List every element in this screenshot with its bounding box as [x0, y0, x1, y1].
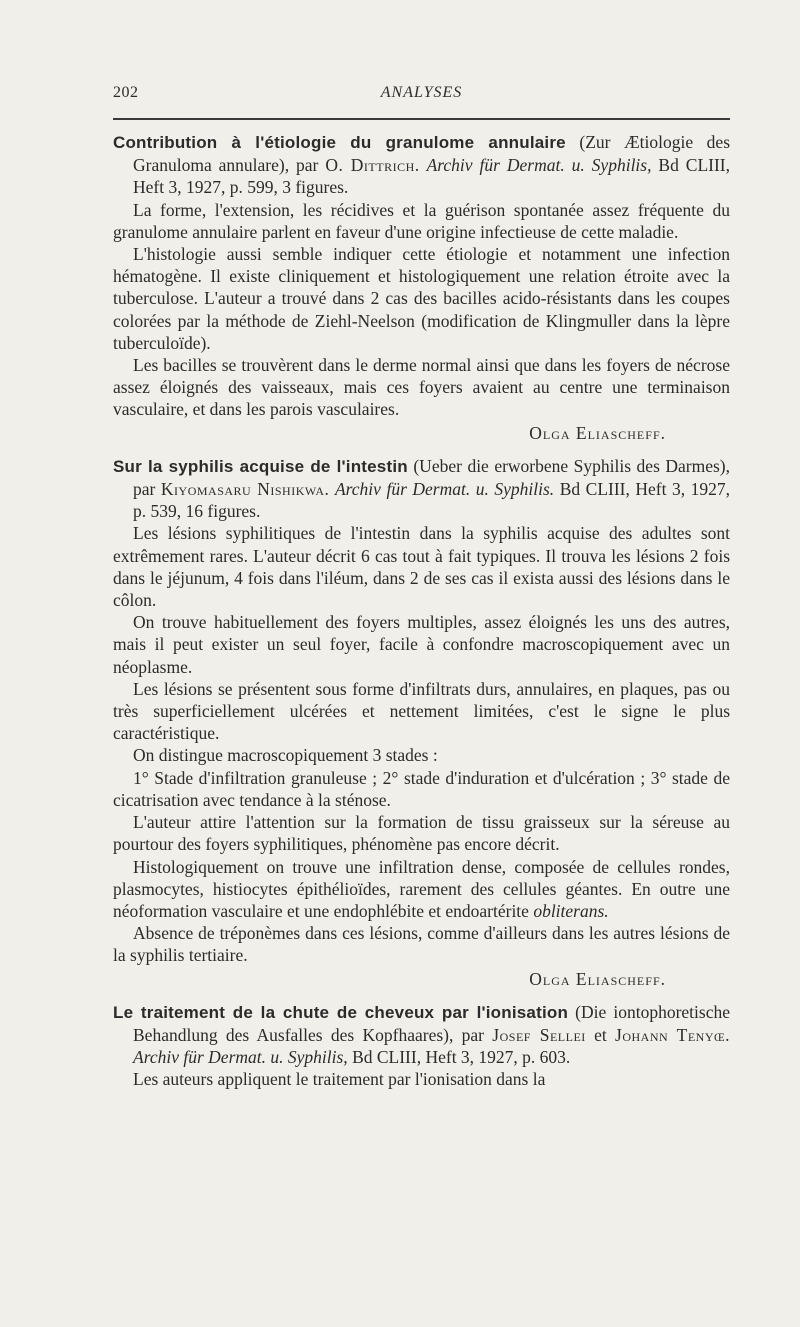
article-signature: Olga Eliascheff.: [529, 968, 666, 989]
paragraph: Les auteurs appliquent le traitement par l'ionisation dans la: [133, 1069, 546, 1090]
paragraph: Les bacilles se trouvèrent dans le derme normal ainsi que dans les foyers de nécrose assez éloignés des vaisseaux, mais ces foyers avaient au centre une terminaison vasculaire, et dans les parois vasculaires.: [113, 355, 730, 420]
page-header: [113, 84, 730, 106]
article-title: Le traitement de la chute de cheveux par l'ionisation: [113, 1002, 569, 1022]
paragraph: On distingue macroscopiquement 3 stades :: [133, 745, 438, 766]
paragraph-italic-term: obliterans.: [533, 900, 609, 921]
article-original-title: (Ueber die erworbene Syphilis des Darmes), par: [133, 455, 731, 500]
article-author: Kiyomasaru Nishikwa.: [160, 479, 330, 500]
article-title: Contribution à l'étiologie du granulome annulaire: [113, 133, 566, 152]
article-author-2: Johann Tenyœ.: [615, 1024, 731, 1045]
paragraph: L'auteur attire l'attention sur la formation de tissu graisseux sur la séreuse au pourtour des foyers syphilitiques, phénomène pas encore décrit.: [113, 812, 730, 855]
article-title: Sur la syphilis acquise de l'intestin: [113, 456, 408, 476]
article-journal: Archiv für Dermat. u. Syphilis,: [133, 1047, 348, 1068]
article-journal: Archiv für Dermat. u. Syphilis,: [426, 155, 652, 176]
paragraph-text: Histologiquement on trouve une infiltration dense, composée de cellules rondes, plasmocytes, histiocytes épithélioïdes, rarement des cellules géantes. En outre une néoformation vasculaire et une endophlébite et endoartérite: [113, 856, 730, 921]
article-granulome: [113, 131, 730, 444]
header-rule: [113, 118, 730, 120]
article-heading: [113, 131, 730, 199]
article-journal: Archiv für Dermat. u. Syphilis.: [334, 479, 555, 500]
article-details: Bd CLIII, Heft 3, 1927, p. 599, 3 figures.: [133, 155, 730, 198]
page-number: 202: [113, 84, 139, 101]
article-original-title: (Die iontophoretische Behandlung des Ausfalles des Kopfhaares), par: [133, 1001, 731, 1045]
page-body: [113, 131, 730, 1091]
article-signature: Olga Eliascheff.: [529, 422, 666, 443]
article-original-title: (Zur Ætiologie des Granuloma annulare), par: [133, 132, 731, 176]
running-title: ANALYSES: [380, 84, 463, 101]
article-details: Bd CLIII, Heft 3, 1927, p. 603.: [352, 1047, 571, 1068]
paragraph: Les lésions se présentent sous forme d'infiltrats durs, annulaires, en plaques, pas ou très superficiellement ulcérées et nettement limitées, c'est le signe le plus caractéristique.: [113, 678, 730, 744]
article-author: O. Dittrich.: [325, 155, 420, 176]
paragraph: Absence de tréponèmes dans ces lésions, comme d'ailleurs dans les autres lésions de la syphilis tertiaire.: [113, 923, 730, 966]
paragraph: Les lésions syphilitiques de l'intestin dans la syphilis acquise des adultes sont extrêmement rares. L'auteur décrit 6 cas tout à fait typiques. Il trouva les lésions 2 fois dans le jéjunum, 4 fois dans l'iléum, dans 2 de ses cas il exista aussi des lésions dans le côlon.: [113, 523, 730, 611]
article-author-join: et: [594, 1024, 607, 1045]
article-chute-cheveux: [113, 1001, 730, 1091]
article-details: Bd CLIII, Heft 3, 1927, p. 539, 16 figures.: [133, 479, 731, 522]
article-author: Josef Sellei: [492, 1024, 586, 1045]
paragraph: L'histologie aussi semble indiquer cette étiologie et notamment une infection hématogène. Il existe cliniquement et histologiquement une relation étroite avec la tuberculose. L'auteur a trouvé dans 2 cas des bacilles acido-résistants dans les coupes colorées par la méthode de Ziehl-Neelson (modification de Klingmuller dans la lèpre tuberculoïde).: [113, 244, 730, 353]
paragraph-histology: [113, 856, 730, 923]
paragraph: 1° Stade d'infiltration granuleuse ; 2° stade d'induration et d'ulcération ; 3° stade de cicatrisation avec tendance à la sténose.: [113, 767, 730, 810]
paragraph: La forme, l'extension, les récidives et la guérison spontanée assez fréquente du granulome annulaire parlent en faveur d'une origine infectieuse de cette maladie.: [113, 199, 730, 242]
article-syphilis-intestin: [113, 455, 730, 990]
paragraph: On trouve habituellement des foyers multiples, assez éloignés les uns des autres, mais il peut exister un seul foyer, facile à confondre macroscopiquement avec un néoplasme.: [113, 612, 730, 677]
article-heading: [113, 455, 730, 523]
article-heading: [113, 1001, 730, 1069]
